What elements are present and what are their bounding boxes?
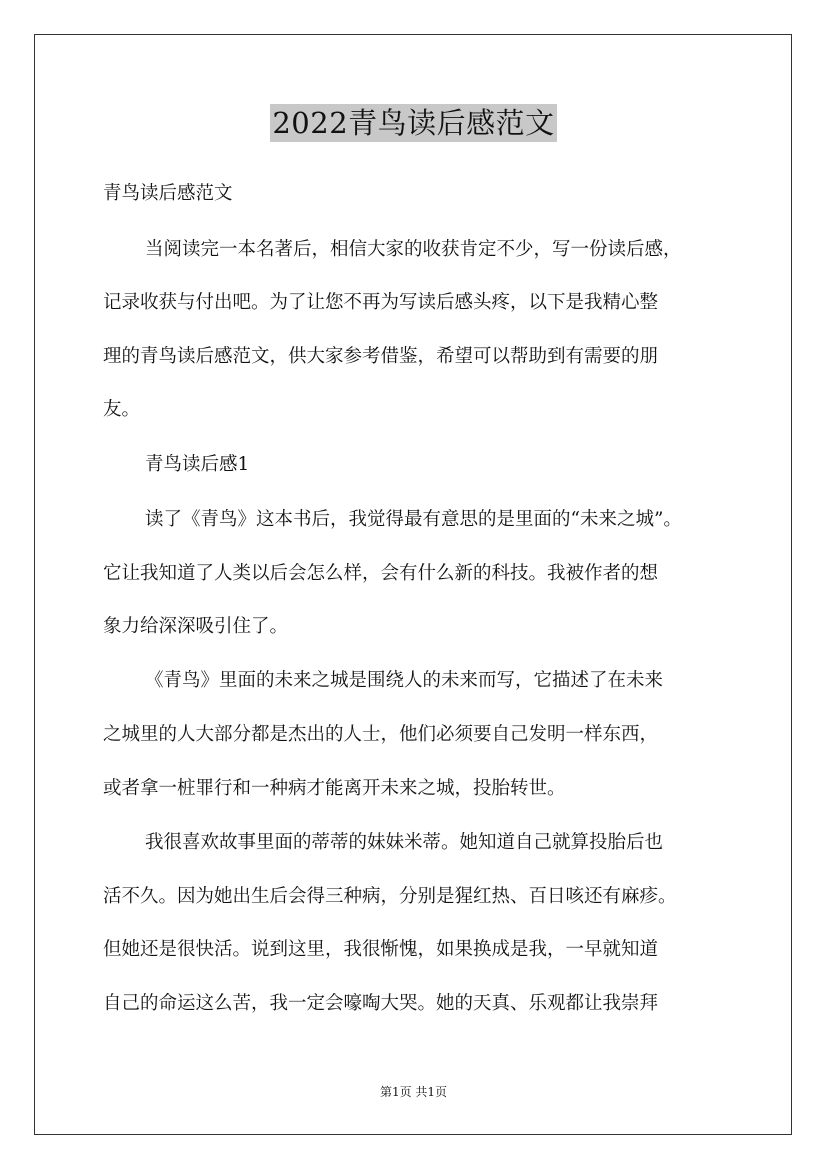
document-subtitle: 青鸟读后感范文 xyxy=(103,183,233,204)
paragraph-line: 象力给深深吸引住了。 xyxy=(103,616,289,637)
paragraph-line: 理的青鸟读后感范文，供大家参考借鉴，希望可以帮助到有需要的朋 xyxy=(103,346,659,367)
paragraph-line: 活不久。因为她出生后会得三种病，分别是猩红热、百日咳还有麻疹。 xyxy=(103,886,677,907)
section-heading: 青鸟读后感1 xyxy=(145,454,250,475)
paragraph-line: 当阅读完一本名著后，相信大家的收获肯定不少，写一份读后感， xyxy=(145,239,682,260)
paragraph-line: 自己的命运这么苦，我一定会嚎啕大哭。她的天真、乐观都让我崇拜 xyxy=(103,993,659,1014)
paragraph-line: 友。 xyxy=(103,399,141,420)
paragraph-line: 我很喜欢故事里面的蒂蒂的妹妹米蒂。她知道自己就算投胎后也 xyxy=(145,832,664,853)
paragraph-line: 读了《青鸟》这本书后，我觉得最有意思的是里面的“未来之城”。 xyxy=(145,509,682,530)
paragraph-line: 它让我知道了人类以后会怎么样，会有什么新的科技。我被作者的想 xyxy=(103,563,659,584)
paragraph-line: 但她还是很快活。说到这里，我很惭愧，如果换成是我，一早就知道 xyxy=(103,939,659,960)
title-container xyxy=(0,104,827,142)
page-footer: 第1页 共1页 xyxy=(379,1085,448,1099)
paragraph-line: 记录收获与付出吧。为了让您不再为写读后感头疼，以下是我精心整 xyxy=(103,292,659,313)
paragraph-line: 之城里的人大部分都是杰出的人士，他们必须要自己发明一样东西， xyxy=(103,724,659,745)
paragraph-line: 或者拿一桩罪行和一种病才能离开未来之城，投胎转世。 xyxy=(103,778,566,799)
paragraph-line: 《青鸟》里面的未来之城是围绕人的未来而写，它描述了在未来 xyxy=(145,670,664,691)
document-title: 2022青鸟读后感范文 xyxy=(272,106,555,140)
